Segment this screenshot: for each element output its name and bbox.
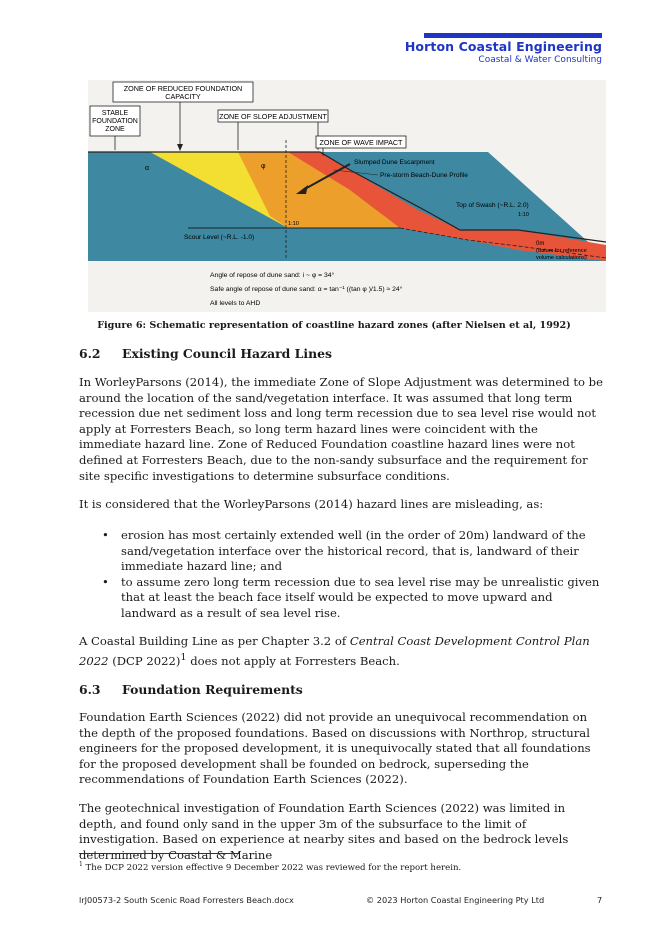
p3-text-b: (DCP 2022) [108, 653, 181, 668]
lbl-prestorm: Pre-storm Beach-Dune Profile [380, 172, 468, 179]
lbl-reduced: ZONE OF REDUCED FOUNDATION [123, 84, 243, 93]
coastline-hazard-figure [88, 80, 606, 312]
footnote-rule [79, 853, 239, 854]
p3-text-c: does not apply at Forresters Beach. [186, 653, 400, 668]
lbl-slumped: Slumped Dune Escarpment [354, 159, 435, 166]
note-safe-angle: Safe angle of repose of dune sand: α = tan⁻¹ ((tan φ )/1.5) ≈ 24° [210, 286, 403, 293]
lbl-stable-1: STABLE [101, 110, 129, 117]
lbl-scour: Scour Level (~R.L. -1.0) [184, 234, 255, 241]
heading-6-2-title: Existing Council Hazard Lines [122, 346, 332, 361]
para-6-2-2: It is considered that the WorleyParsons (2014) hazard lines are misleading, as: [79, 497, 544, 511]
footnote-text: The DCP 2022 version effective 9 December 2022 was reviewed for the report herein. [82, 862, 462, 873]
lbl-zero-1: 0m [536, 241, 545, 247]
lbl-swash: Top of Swash (~R.L. 2.0) [456, 202, 529, 209]
para-6-3-1: Foundation Earth Sciences (2022) did not provide an unequivocal recommendation on the depth of the proposed foundations. Based on discussions with Northrop, structural engineers for the proposed development, it is unequivocally stated that all foundations for the proposed development shall be founded on bedrock, superseding the recommendations of Foundation Earth Sciences (2022). [79, 710, 591, 787]
footnote-ref: 1 [180, 651, 187, 663]
heading-6-2-number: 6.2 [79, 346, 101, 361]
footer-copyright: © 2023 Horton Coastal Engineering Pty Ltd [366, 895, 545, 905]
p3-text-a: A Coastal Building Line as per Chapter 3.2 of [79, 634, 350, 648]
company-tagline: Coastal & Water Consulting [478, 55, 602, 65]
lbl-slope: ZONE OF SLOPE ADJUSTMENT [219, 112, 327, 121]
lbl-slope-110-b: 1:10 [288, 221, 299, 227]
p3-doc-title: Central Coast Development Control Plan 2022 [79, 634, 590, 668]
lbl-zero-3: volume calculations) [536, 255, 587, 261]
figure-caption: Figure 6: Schematic representation of coastline hazard zones (after Nielsen et al, 1992) [97, 320, 571, 331]
lbl-phi: φ [261, 163, 266, 170]
lbl-reduced-2: CAPACITY [165, 92, 201, 101]
para-6-2-1: In WorleyParsons (2014), the immediate Zone of Slope Adjustment was determined to be around the location of the sand/vegetation interface. It was assumed that long term recession due net sediment loss and long term recession due to sea level rise would not apply at Forresters Beach, so long term hazard lines were coincident with the immediate hazard line. Zone of Reduced Foundation coastline hazard lines were not defined at Forresters Beach, due to the non-sandy subsurface and the requirement for site specific investigations to determine subsurface conditions. [79, 375, 603, 483]
lbl-wave: ZONE OF WAVE IMPACT [319, 138, 403, 147]
lbl-stable-3: ZONE [105, 126, 125, 133]
header-accent-bar [424, 33, 602, 38]
para-6-3-2: The geotechnical investigation of Foundation Earth Sciences (2022) was limited in depth, and found only sand in the upper 3m of the subsurface to the limit of investigation. Based on experience at nearby sites and based on the bedrock levels determined by Coastal & Marine [79, 801, 569, 862]
heading-6-3-number: 6.3 [79, 682, 101, 697]
lbl-slope-110: 1:10 [518, 212, 529, 218]
footer-page-number: 7 [597, 895, 603, 905]
footer-filename: lrJ00573-2 South Scenic Road Forresters Beach.docx [79, 895, 294, 905]
bullet-item: • erosion has most certainly extended well (in the order of 20m) landward of the sand/vegetation interface over the historical record, that is, landward of their immediate hazard line; and [79, 528, 603, 575]
lbl-stable-2: FOUNDATION [92, 118, 138, 125]
lbl-alpha: α [145, 165, 150, 172]
note-angle-repose: Angle of repose of dune sand: i ~ φ = 34° [210, 272, 335, 279]
note-levels: All levels to AHD [210, 300, 261, 307]
para-6-2-3 [79, 634, 603, 669]
bullet-item: • to assume zero long term recession due to sea level rise may be unrealistic given that at least the beach face itself would be expected to move upward and landward as a result of sea level rise. [79, 575, 603, 622]
lbl-zero-2: (datum for reference [536, 248, 587, 254]
heading-6-2 [79, 346, 332, 361]
heading-6-3-title: Foundation Requirements [122, 682, 303, 697]
footnote [79, 861, 461, 873]
hazard-bullet-list [79, 528, 603, 622]
heading-6-3 [79, 682, 303, 697]
footnote-mark: 1 [79, 861, 83, 868]
company-name: Horton Coastal Engineering [404, 39, 602, 54]
